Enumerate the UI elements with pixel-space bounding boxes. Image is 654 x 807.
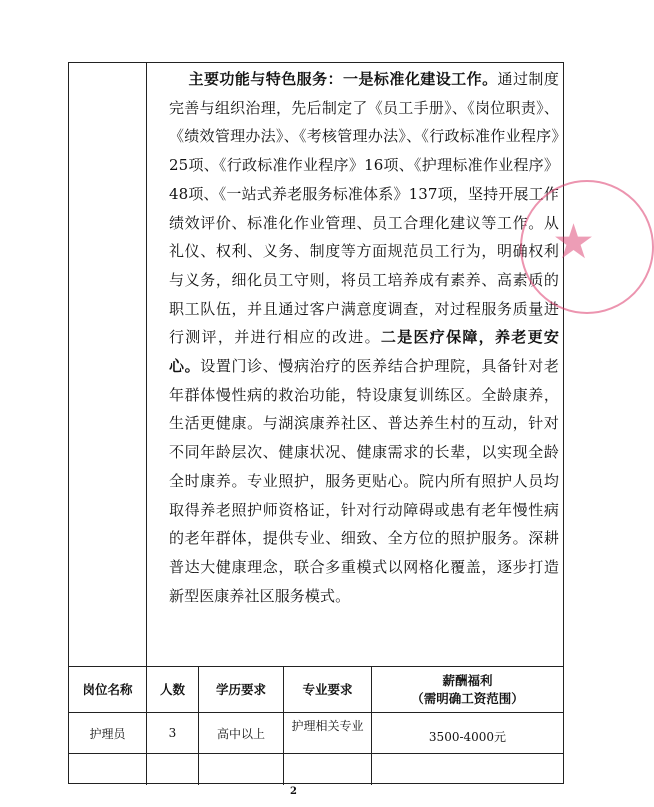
paragraph-2: 设置门诊、慢病治疗的医养结合护理院，具备针对老年群体慢性病的救治功能，特设康复训练区。全龄康养，生活更健康。与湖滨康养社区、普达养生村的互动，针对不同年龄层次、健康状况、健康需求的长辈，以实现全龄全时康养。专业照护，服务更贴心。院内所有照护人员均取得养老照护师资格证，针对行动障碍或患有老年慢性病的老年群体，提供专业、细致、全方位的照护服务。深耕普达大健康理念，联合多重模式以网格化覆盖，逐步打造新型医康养社区服务模式。 — [169, 357, 559, 605]
cell-major: 护理相关专业 — [284, 713, 372, 753]
section-lead-2: 二是医疗保障，养老更安心。 — [169, 328, 559, 376]
official-seal — [520, 180, 654, 314]
seal-star-icon: ★ — [552, 214, 596, 270]
empty-cell — [372, 754, 563, 785]
header-count: 人数 — [147, 666, 199, 712]
table-row-empty — [69, 754, 563, 785]
header-salary-line2: （需明确工资范围） — [411, 691, 524, 706]
header-salary-line1: 薪酬福利 — [442, 673, 493, 688]
left-column-divider — [146, 63, 147, 666]
section-lead: 主要功能与特色服务：一是标准化建设工作。 — [188, 70, 498, 88]
empty-cell — [147, 754, 199, 785]
table-row — [69, 713, 563, 753]
table-header-row — [69, 666, 563, 712]
paragraph-1: 通过制度完善与组织治理，先后制定了《员工手册》、《岗位职责》、《绩效管理办法》、《考核管理办法》、《行政标准作业程序》25项、《行政标准作业程序》16项、《护理标准作业程序》48项、《一站式养老服务标准体系》137项，坚持开展工作绩效评价、标准化作业管理、员工合理化建议等工作。从礼仪、权利、义务、制度等方面规范员工行为，明确权利与义务，细化员工守则，将员工培养成有素养、高素质的职工队伍，并且通过客户满意度调查，对过程服务质量进行测评，并进行相应的改进。 — [169, 70, 559, 347]
header-salary — [372, 666, 563, 712]
header-education: 学历要求 — [199, 666, 284, 712]
empty-cell — [284, 754, 372, 785]
cell-salary: 3500-4000元 — [428, 730, 507, 744]
header-position: 岗位名称 — [69, 666, 147, 712]
cell-position: 护理员 — [69, 713, 147, 753]
service-description-cell — [169, 65, 559, 610]
empty-cell — [69, 754, 147, 785]
document-frame — [68, 62, 564, 784]
cell-count: 3 — [147, 713, 199, 753]
service-description — [169, 65, 559, 610]
job-table — [69, 666, 563, 785]
cell-education: 高中以上 — [199, 713, 284, 753]
empty-cell — [199, 754, 284, 785]
header-major: 专业要求 — [284, 666, 372, 712]
page-number: 2 — [290, 786, 297, 797]
